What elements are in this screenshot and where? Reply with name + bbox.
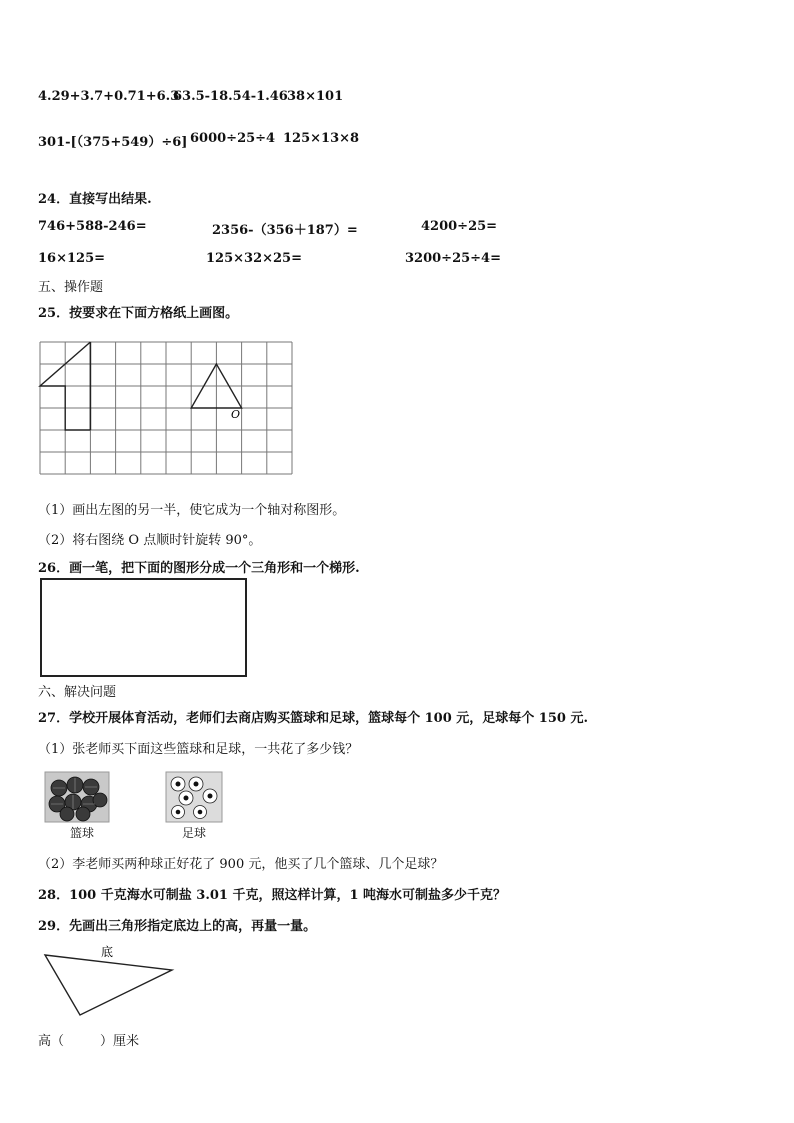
- q25-sub1: （1）画出左图的另一半，使它成为一个轴对称图形。: [38, 503, 346, 518]
- base-label: 底: [101, 945, 114, 959]
- calc-expression: 63.5-18.54-1.46: [173, 89, 288, 104]
- soccer-ball-label: 足球: [182, 826, 207, 840]
- q27-sub2: （2）李老师买两种球正好花了 900 元，他买了几个篮球、几个足球？: [38, 857, 444, 872]
- answer-prefix: 高（: [38, 1034, 65, 1049]
- q24-item: 125×32×25=: [206, 251, 302, 266]
- q27-title: 27．学校开展体育活动，老师们去商店购买篮球和足球，篮球每个 100 元，足球每个 150 元.: [38, 711, 588, 726]
- q24-title: 24．直接写出结果.: [38, 192, 152, 207]
- q24-item: 2356-（356＋187）=: [212, 223, 358, 238]
- calc-expression: 125×13×8: [283, 131, 360, 146]
- section-heading: 五、操作题: [38, 280, 104, 295]
- point-o-label: O: [231, 408, 241, 421]
- q28-title: 28．100 千克海水可制盐 3.01 千克，照这样计算，1 吨海水可制盐多少千克？: [38, 888, 507, 903]
- q24-item: 16×125=: [38, 251, 106, 266]
- section-heading: 六、解决问题: [38, 685, 117, 700]
- q25-title: 25．按要求在下面方格纸上画图。: [38, 306, 239, 321]
- calc-expression: 6000÷25÷4: [190, 131, 276, 146]
- q29-answer-line: [38, 1030, 139, 1049]
- answer-suffix: ）厘米: [100, 1034, 140, 1049]
- q27-sub1: （1）张老师买下面这些篮球和足球，一共花了多少钱？: [38, 742, 359, 757]
- q24-item: 746+588-246=: [38, 219, 147, 234]
- q26-title: 26．画一笔，把下面的图形分成一个三角形和一个梯形.: [38, 561, 360, 576]
- calc-expression: 301-[（375+549）÷6]: [38, 135, 188, 150]
- calc-expression: 38×101: [287, 89, 344, 104]
- q24-item: 4200÷25=: [421, 219, 498, 234]
- q24-item: 3200÷25÷4=: [405, 251, 501, 266]
- q25-sub2: （2）将右图绕 O 点顺时针旋转 90°。: [38, 533, 262, 548]
- q29-title: 29．先画出三角形指定底边上的高，再量一量。: [38, 919, 317, 934]
- calc-expression: 4.29+3.7+0.71+6.3: [38, 89, 180, 104]
- basketball-label: 篮球: [70, 826, 95, 840]
